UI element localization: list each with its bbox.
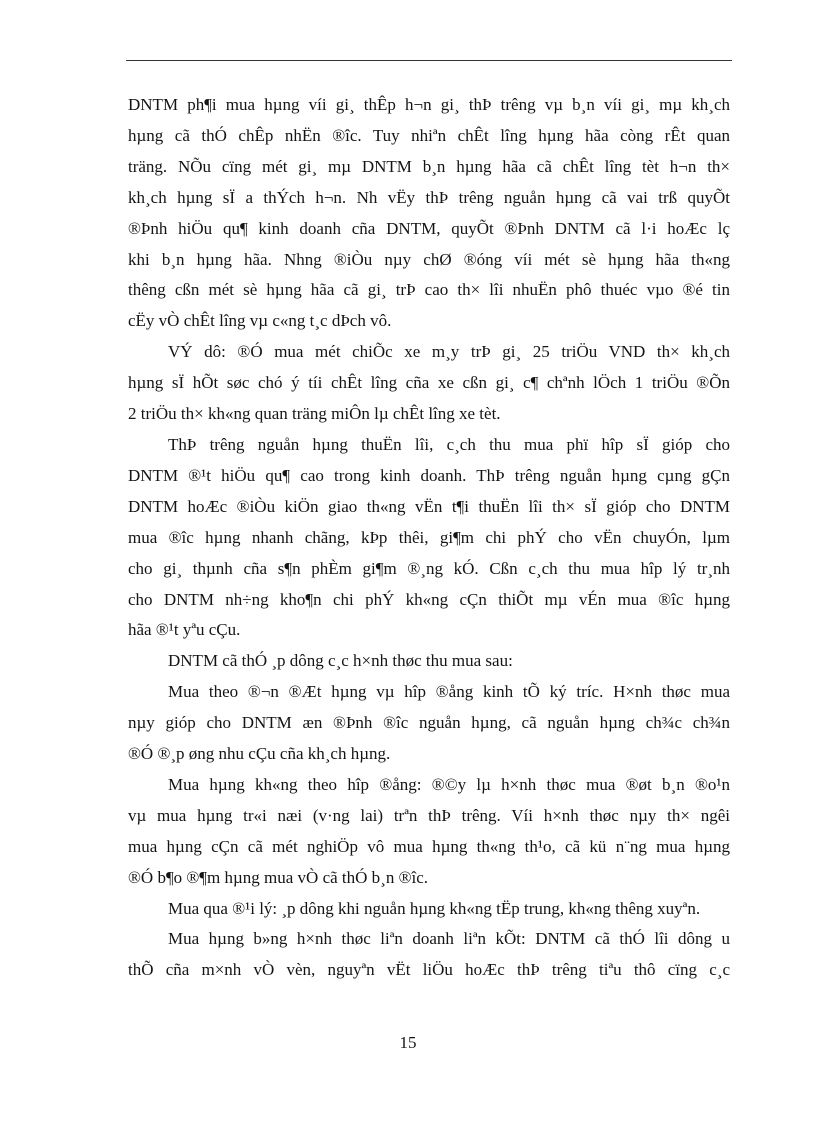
text-line: DNTM ph¶i mua hµng víi gi¸ thÊp h¬n gi¸ thÞ trêng vµ b¸n víi gi¸ mµ kh¸ch: [128, 95, 730, 114]
text-line: hãa ®¹t yªu cÇu.: [128, 620, 241, 640]
text-line: khi b¸n hµng hãa. Nhng ®iÒu nµy chØ ®óng víi mét sè hµng hãa th«ng: [128, 249, 730, 269]
text-line: VÝ dô: ®Ó mua mét chiÕc xe m¸y trÞ gi¸ 25 triÖu VND th× kh¸ch: [168, 342, 730, 362]
text-line: cho gi¸ thµnh cña s¶n phÈm gi¶m ®¸ng kÓ. Cßn c¸ch thu mua hîp lý tr¸nh: [128, 558, 730, 578]
text-line: mua hµng cÇn cã mét nghiÖp vô mua hµng th«ng th¹o, cã kü n¨ng mua hµng: [128, 836, 730, 856]
text-line: Mua qua ®¹i lý: ¸p dông khi nguån hµng kh«ng tËp trung, kh«ng thêng xuyªn.: [168, 898, 701, 918]
text-line: thÕ cña m×nh vÒ vèn, nguyªn vËt liÖu hoÆc thÞ trêng tiªu thô cïng c¸c: [128, 960, 730, 980]
text-line: hµng cã thÓ chÊp nhËn ®îc. Tuy nhiªn chÊt lîng hµng hãa còng rÊt quan: [128, 125, 730, 145]
text-line: mua ®îc hµng nhanh chãng, kÞp thêi, gi¶m chi phÝ cho vËn chuyÓn, lµm: [128, 527, 730, 547]
text-line: Mua hµng kh«ng theo hîp ®ång: ®©y lµ h×nh thøc mua ®øt b¸n ®o¹n: [168, 774, 730, 794]
paragraph: [128, 924, 730, 986]
text-line: träng. NÕu cïng mét gi¸ mµ DNTM b¸n hµng hãa cã chÊt lîng tèt h¬n th×: [128, 156, 730, 176]
page-number: 15: [399, 1033, 417, 1052]
text-line: thêng cßn mét sè hµng hãa cã gi¸ trÞ cao th× lîi nhuËn phô thuéc vµo ®é tin: [128, 280, 730, 300]
paragraph: [128, 337, 730, 430]
header-rule: [126, 60, 732, 61]
text-line: kh¸ch hµng sÏ a thÝch h¬n. Nh vËy thÞ trêng nguån hµng cã vai trß quyÕt: [128, 187, 730, 207]
paragraph: [128, 894, 730, 925]
paragraph: [128, 677, 730, 770]
text-line: 2 triÖu th× kh«ng quan träng miÔn lµ chÊt lîng xe tèt.: [128, 404, 501, 424]
text-line: cËy vÒ chÊt lîng vµ c«ng t¸c dÞch vô.: [128, 311, 392, 331]
paragraph: [128, 770, 730, 894]
text-line: Mua hµng b»ng h×nh thøc liªn doanh liªn kÕt: DNTM cã thÓ lîi dông u: [168, 929, 730, 949]
text-line: ®Þnh hiÖu qu¶ kinh doanh cña DNTM, quyÕt ®Þnh DNTM cã l·i hoÆc lç: [128, 218, 730, 238]
paragraph: [128, 430, 730, 646]
body-text: [128, 90, 730, 986]
text-line: DNTM ®¹t hiÖu qu¶ cao trong kinh doanh. ThÞ trêng nguån hµng cµng gÇn: [128, 465, 730, 485]
text-line: cho DNTM nh÷ng kho¶n chi phÝ kh«ng cÇn thiÕt mµ vÉn mua ®îc hµng: [128, 589, 730, 609]
paragraph: [128, 646, 730, 677]
text-line: hµng sÏ hÕt søc chó ý tíi chÊt lîng cña xe cßn gi¸ c¶ chªnh lÖch 1 triÖu ®Õn: [128, 373, 730, 393]
text-line: vµ mua hµng tr«i næi (v·ng lai) trªn thÞ trêng. Víi h×nh thøc nµy th× ngêi: [128, 805, 730, 825]
text-line: ®Ó b¶o ®¶m hµng mua vÒ cã thÓ b¸n ®îc.: [128, 867, 429, 887]
text-line: ThÞ trêng nguån hµng thuËn lîi, c¸ch thu mua phï hîp sÏ gióp cho: [168, 434, 730, 454]
text-line: DNTM cã thÓ ¸p dông c¸c h×nh thøc thu mua sau:: [168, 651, 513, 671]
paragraph: [128, 90, 730, 337]
text-line: ®Ó ®¸p øng nhu cÇu cña kh¸ch hµng.: [128, 744, 391, 764]
text-line: nµy gióp cho DNTM æn ®Þnh ®îc nguån hµng, cã nguån hµng ch¾c ch¾n: [128, 713, 730, 733]
text-line: Mua theo ®¬n ®Æt hµng vµ hîp ®ång kinh tÕ ký tríc. H×nh thøc mua: [168, 682, 730, 702]
text-line: DNTM hoÆc ®iÒu kiÖn giao th«ng vËn t¶i thuËn lîi th× sÏ gióp cho DNTM: [128, 496, 730, 516]
